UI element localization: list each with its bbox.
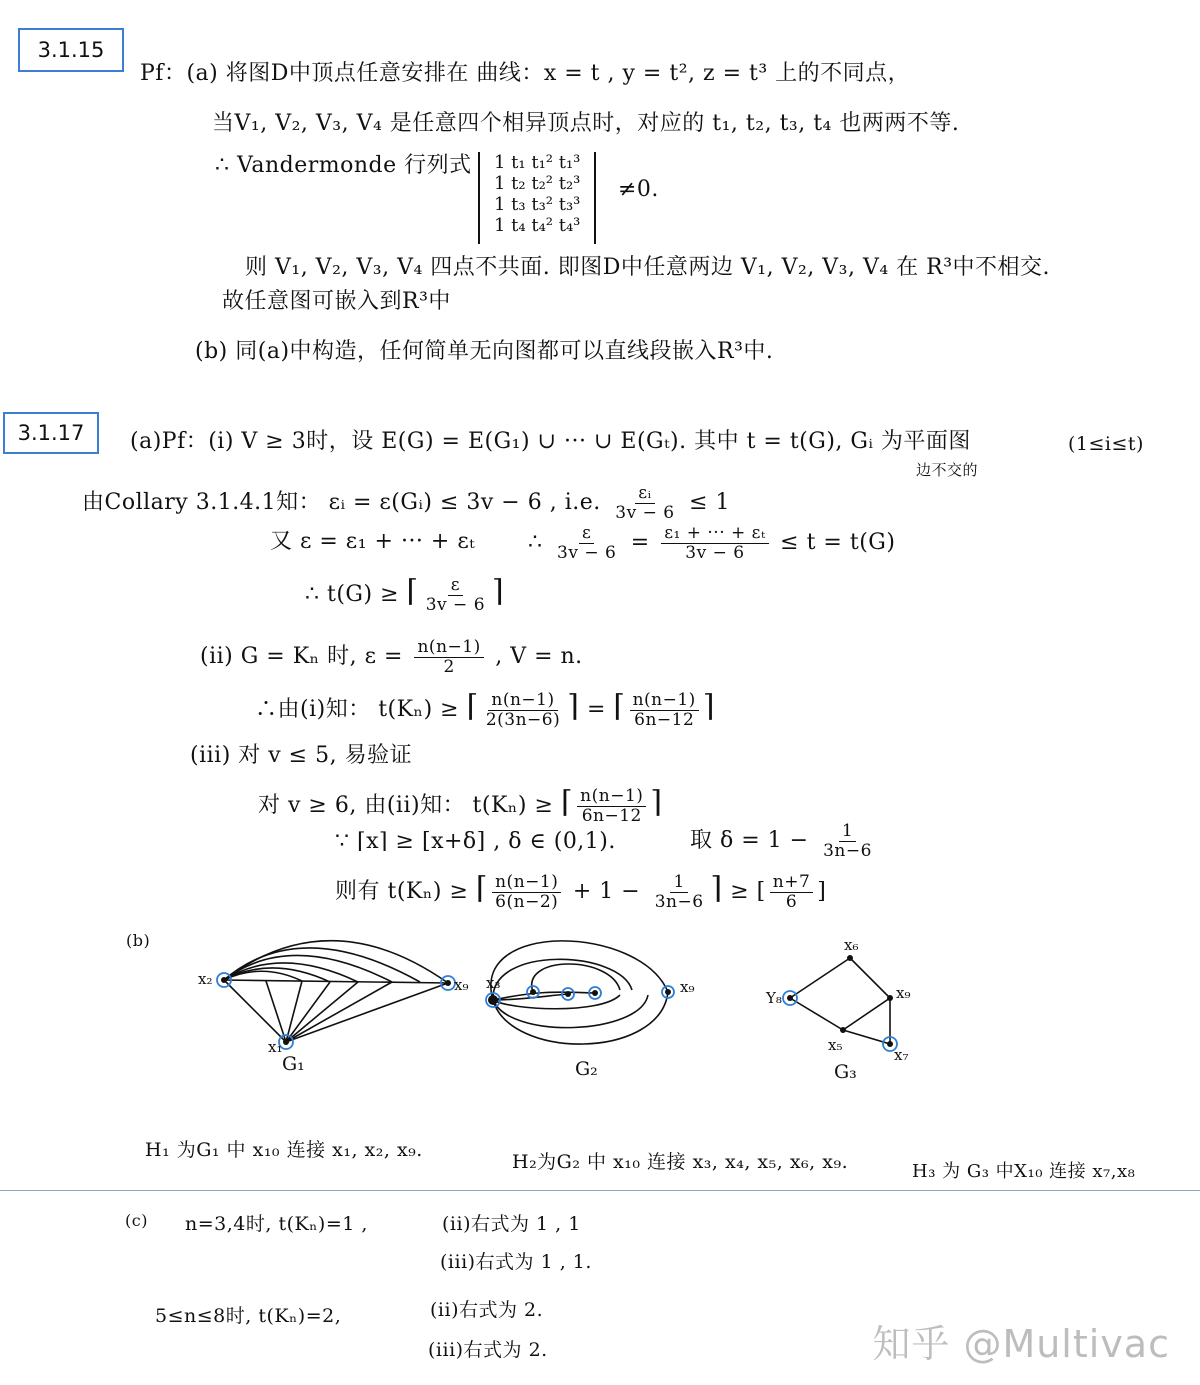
delta-fraction: $\frac{1}{3n-6}$ bbox=[823, 821, 872, 861]
iii-result-fraction-3: $\frac{n+7}{6}$ bbox=[770, 873, 814, 911]
problem-label-3-1-17: 3.1.17 bbox=[3, 412, 99, 454]
watermark: 知乎 @Multivac bbox=[872, 1322, 1170, 1366]
g2-label-x3: x₃ bbox=[486, 974, 501, 992]
proof-line-3: ∴ Vandermonde 行列式 bbox=[215, 153, 472, 178]
g3-label-x6: x₆ bbox=[844, 936, 859, 954]
proof-part-b: (b) 同(a)中构造，任何简单无向图都可以直线段嵌入R³中. bbox=[195, 339, 774, 364]
g3-name: G₃ bbox=[834, 1061, 857, 1083]
part-iii-line-3: ∵ ⌈x⌉ ≥ [x+δ] , δ ∈ (0,1). bbox=[335, 829, 616, 854]
g3-label-x9: x₉ bbox=[896, 984, 911, 1002]
part-iii-line-1: (iii) 对 v ≤ 5, 易验证 bbox=[190, 743, 413, 768]
ratio-fraction: $\frac{\text{εᵢ}}{3v - 6}$ bbox=[615, 483, 675, 523]
ceil-fraction: $\frac{\varepsilon}{3v - 6}$ bbox=[425, 574, 486, 615]
g2-label-x9: x₉ bbox=[680, 978, 695, 996]
g1-label-x1: x₁ bbox=[268, 1038, 283, 1056]
g1-edge bbox=[224, 980, 448, 983]
part-c-line-1b: (ii)右式为 1 , 1 bbox=[442, 1213, 581, 1235]
iii-result-label: 则有 t(Kₙ) ≥ bbox=[335, 879, 469, 904]
problem-label-3-1-15: 3.1.15 bbox=[18, 28, 124, 72]
h2-description: H₂为G₂ 中 x₁₀ 连接 x₃, x₄, x₅, x₆, x₉. bbox=[512, 1151, 849, 1173]
h3-description: H₃ 为 G₃ 中X₁₀ 连接 x₇,x₈ bbox=[912, 1161, 1136, 1182]
g2-vertex bbox=[565, 991, 571, 997]
part-c-line-1: n=3,4时, t(Kₙ)=1 , bbox=[185, 1213, 368, 1235]
g1-edge bbox=[224, 948, 420, 982]
edge-count-fraction: $\frac{n(n-1)}{2}$ bbox=[414, 638, 483, 676]
ii-vertex-count: , V = n. bbox=[495, 644, 583, 670]
g1-edge bbox=[286, 981, 302, 1042]
g3-edge bbox=[790, 998, 843, 1030]
det-row: 1 t₄ t₄² t₄³ bbox=[494, 215, 581, 236]
g2-vertex-x3 bbox=[488, 995, 498, 1005]
g1-vertex-x1 bbox=[283, 1039, 289, 1045]
ii-bound-label: ∴由(i)知： t(Kₙ) ≥ bbox=[255, 697, 460, 722]
det-row: 1 t₃ t₃² t₃³ bbox=[494, 194, 581, 215]
part-b-label: (b) bbox=[126, 931, 151, 950]
g1-vertex-x2 bbox=[221, 977, 227, 983]
g2-edge bbox=[493, 992, 668, 1044]
ii-fraction-1: $\frac{n(n-1)}{2(3n-6)}$ bbox=[485, 689, 561, 730]
g1-label-x2: x₂ bbox=[198, 970, 213, 988]
g1-edge bbox=[286, 983, 448, 1042]
g2-vertex-x9 bbox=[665, 989, 671, 995]
fraction-sum: $\frac{\text{ε₁ + ··· + εₜ}}{3v - 6}$ bbox=[661, 524, 768, 562]
g1-vertex-x9 bbox=[445, 980, 451, 986]
delta-choice: 取 δ = 1 − bbox=[690, 828, 809, 854]
part-c-line-1c: (iii)右式为 1 , 1. bbox=[440, 1251, 592, 1273]
iii-bound-label: 对 v ≥ 6, 由(ii)知： t(Kₙ) ≥ bbox=[258, 793, 554, 818]
g1-edge bbox=[286, 982, 392, 1042]
g1-edge bbox=[286, 982, 358, 1042]
part-c-line-2b: (ii)右式为 2. bbox=[430, 1299, 544, 1321]
g2-edge bbox=[491, 941, 668, 1000]
iii-result-fraction-2: $\frac{1}{3n-6}$ bbox=[654, 871, 704, 912]
g3-edge bbox=[843, 998, 890, 1030]
g3-label-x5: x₅ bbox=[828, 1036, 843, 1054]
det-row: 1 t₁ t₁² t₁³ bbox=[494, 152, 581, 173]
index-range-note: (1≤i≤t) bbox=[1068, 433, 1144, 455]
g3-label-x7: x₇ bbox=[894, 1046, 909, 1064]
section-divider bbox=[0, 1190, 1200, 1191]
g3-vertex-x7 bbox=[887, 1041, 893, 1047]
g3-vertex-x9 bbox=[887, 995, 893, 1001]
g1-label-x9: x₉ bbox=[454, 976, 469, 994]
lower-bound-label: ∴ t(G) ≥ bbox=[305, 582, 399, 607]
det-row: 1 t₂ t₂² t₂³ bbox=[494, 173, 581, 194]
g3-vertex-x5 bbox=[840, 1027, 846, 1033]
therefore-symbol: ∴ bbox=[528, 530, 543, 556]
proof-line-2: 当V₁, V₂, V₃, V₄ 是任意四个相异顶点时，对应的 t₁, t₂, t₃, t₄ 也两两不等. bbox=[212, 111, 960, 136]
part-c-label: (c) bbox=[125, 1211, 148, 1230]
proof-line-4: 则 V₁, V₂, V₃, V₄ 四点不共面. 即图D中任意两边 V₁, V₂, V₃, V₄ 在 R³中不相交. bbox=[245, 255, 1051, 280]
part-c-line-2c: (iii)右式为 2. bbox=[428, 1339, 548, 1361]
iii-result-ge: ≥ bbox=[730, 879, 750, 904]
g2-vertex bbox=[530, 989, 536, 995]
ii-statement: (ii) G = Kₙ 时, ε = bbox=[200, 644, 403, 670]
iii-result-fraction-1: $\frac{n(n-1)}{6(n-2)}$ bbox=[492, 873, 561, 911]
proof-line-1: Pf：(a) 将图D中顶点任意安排在 曲线：x = t , y = t², z = t³ 上的不同点， bbox=[140, 61, 911, 86]
g3-vertex-y bbox=[787, 995, 793, 1001]
iii-fraction: $\frac{n(n-1)}{6n-12}$ bbox=[577, 787, 646, 825]
ii-fraction-2: $\frac{n(n-1)}{6n-12}$ bbox=[630, 691, 699, 729]
ii-equals: = bbox=[586, 697, 606, 722]
g3-edge bbox=[790, 958, 850, 998]
corollary-statement: 由Collary 3.1.4.1知： εᵢ = ε(Gᵢ) ≤ 3v − 6 , i.e. bbox=[82, 490, 601, 516]
proof-line-5: 故任意图可嵌入到R³中 bbox=[222, 289, 451, 314]
part-a-line-1: (a)Pf：(i) V ≥ 3时，设 E(G) = E(G₁) ∪ ··· ∪ E(Gₜ). 其中 t = t(G), Gᵢ 为平面图 bbox=[130, 429, 971, 454]
g3-vertex-x6 bbox=[847, 955, 853, 961]
iii-result-mid: + 1 − bbox=[572, 879, 641, 904]
g3-edge bbox=[850, 958, 890, 998]
g1-name: G₁ bbox=[282, 1053, 305, 1075]
g3-label-y: Y₈ bbox=[766, 989, 782, 1007]
part-iii-line-4: 则有 t(Kₙ) ≥ ⌈ $\frac{n(n-1)}{6(n-2)}$ + 1 − $\frac{1}{3n-6}$ ⌉ ≥ [ $\frac{n+7}{6}$ ] bbox=[335, 872, 826, 911]
g1-edge bbox=[286, 982, 330, 1042]
part-a-line-3: 又 ε = ε₁ + ··· + εₜ bbox=[270, 529, 476, 554]
det-not-zero: ≠0. bbox=[618, 177, 659, 202]
g2-vertex bbox=[592, 990, 598, 996]
g1-edge bbox=[224, 980, 286, 1042]
g2-name: G₂ bbox=[575, 1058, 598, 1080]
edge-disjoint-note: 边不交的 bbox=[916, 461, 979, 479]
h1-description: H₁ 为G₁ 中 x₁₀ 连接 x₁, x₂, x₉. bbox=[145, 1139, 423, 1161]
thickness-bound: ≤ t = t(G) bbox=[780, 530, 896, 556]
fraction-epsilon: $\frac{\varepsilon}{3v - 6}$ bbox=[557, 523, 617, 563]
ratio-bound: ≤ 1 bbox=[689, 490, 730, 516]
part-c-line-2: 5≤n≤8时, t(Kₙ)=2, bbox=[155, 1305, 342, 1327]
equals-sign: = bbox=[630, 530, 650, 556]
